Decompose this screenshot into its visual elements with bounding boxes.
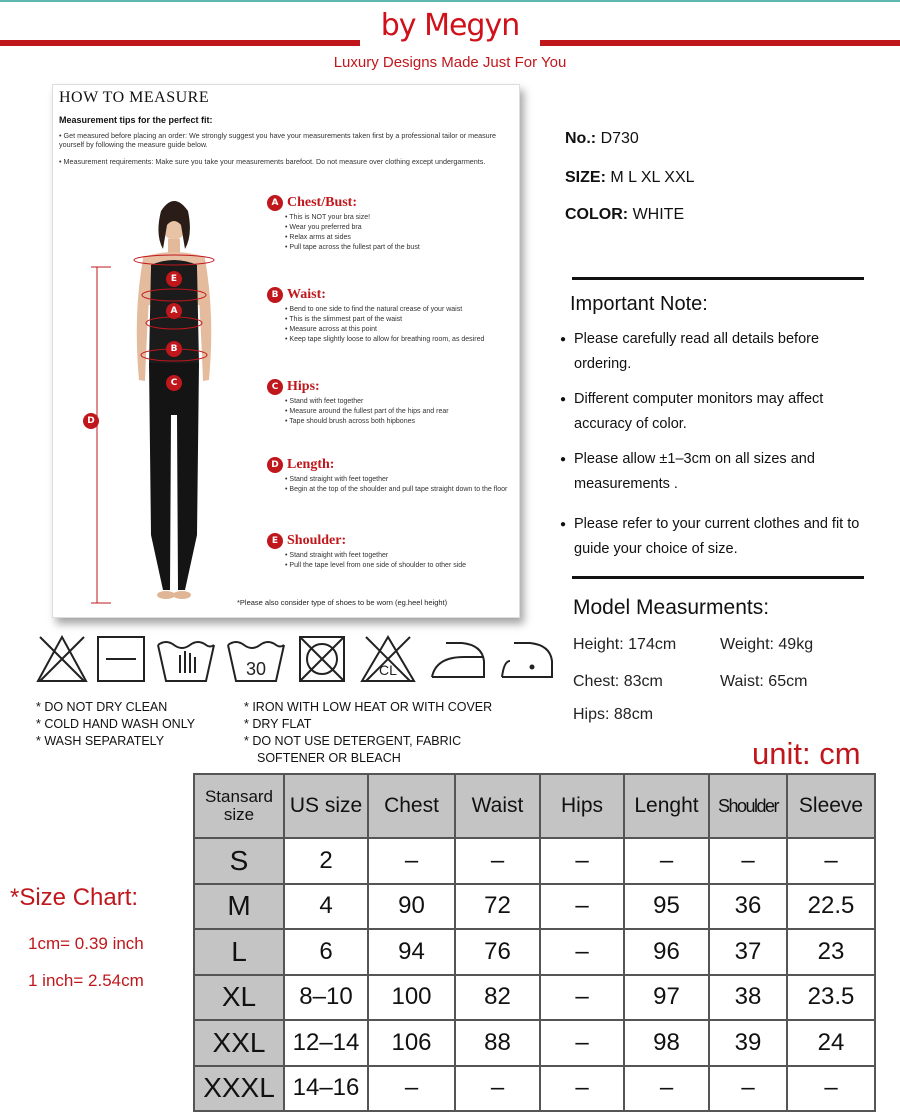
size-chart-title: *Size Chart: — [10, 884, 139, 911]
size-cell: S — [194, 838, 284, 884]
size-cell: XXXL — [194, 1066, 284, 1112]
product-color-value: WHITE — [632, 206, 685, 223]
product-number-value: D730 — [600, 130, 639, 147]
table-cell: – — [540, 929, 624, 975]
note-text: Please refer to your current clothes and fit to guide your choice of size. — [574, 516, 860, 557]
table-row — [194, 884, 875, 930]
bullet-icon: ● — [560, 519, 567, 530]
column-header: Shoulder — [709, 774, 787, 838]
column-header: Sleeve — [787, 774, 875, 838]
table-cell: 72 — [455, 884, 540, 930]
column-header: Lenght — [624, 774, 709, 838]
section-letter: E — [267, 533, 283, 549]
section-title: Hips: — [287, 379, 320, 394]
care-icons-row — [34, 630, 556, 686]
section-letter: B — [267, 287, 283, 303]
table-cell: 106 — [368, 1020, 455, 1066]
note-item — [560, 327, 870, 377]
table-cell: – — [709, 1066, 787, 1112]
figure-mark-length: D — [83, 413, 99, 429]
care-text-line: * WASH SEPARATELY — [36, 734, 165, 748]
model-hips: Hips: 88cm — [573, 706, 654, 723]
model-weight: Weight: 49kg — [720, 636, 814, 653]
how-to-measure-card — [52, 84, 520, 618]
bullet-icon: ● — [560, 334, 567, 345]
header-red-bar-right — [540, 40, 900, 46]
section-item: • This is the slimmest part of the waist — [285, 315, 512, 325]
table-cell: – — [624, 838, 709, 884]
section-hips — [267, 379, 512, 427]
model-waist: Waist: 65cm — [720, 673, 808, 690]
table-cell: – — [540, 975, 624, 1021]
no-tumble-dry-icon — [294, 631, 350, 685]
care-text-line: * IRON WITH LOW HEAT OR WITH COVER — [244, 700, 493, 714]
section-title: Shoulder: — [287, 533, 347, 548]
table-cell: 6 — [284, 929, 368, 975]
table-cell: 12–14 — [284, 1020, 368, 1066]
table-cell: 36 — [709, 884, 787, 930]
model-measurements-title: Model Measurments: — [573, 596, 770, 619]
care-text-line: * DO NOT DRY CLEAN — [36, 700, 168, 714]
table-cell: 23 — [787, 929, 875, 975]
table-cell: 4 — [284, 884, 368, 930]
table-cell: – — [368, 1066, 455, 1112]
table-cell: 96 — [624, 929, 709, 975]
hand-wash-icon — [154, 631, 218, 685]
table-cell: 37 — [709, 929, 787, 975]
note-item — [560, 387, 870, 437]
size-cell: L — [194, 929, 284, 975]
note-item — [560, 512, 870, 562]
note-text: Different computer monitors may affect accuracy of color. — [574, 391, 824, 432]
table-cell: 82 — [455, 975, 540, 1021]
dry-flat-icon — [94, 631, 148, 685]
care-text-line: SOFTENER OR BLEACH — [257, 751, 401, 765]
table-header-row — [194, 774, 875, 838]
product-color-label: COLOR: — [565, 206, 629, 223]
table-row — [194, 1020, 875, 1066]
note-item — [560, 447, 870, 497]
section-item: • Measure around the fullest part of the hips and rear — [285, 407, 512, 417]
table-cell: – — [540, 884, 624, 930]
column-header: Waist — [455, 774, 540, 838]
section-item: • Begin at the top of the shoulder and pull tape straight down to the floor — [285, 485, 512, 495]
section-item: • Pull tape across the fullest part of the bust — [285, 243, 512, 253]
card-subtitle: Measurement tips for the perfect fit: — [59, 115, 213, 125]
column-header: US size — [284, 774, 368, 838]
column-header: Stansard size — [194, 774, 284, 838]
iron-low-icon — [426, 631, 490, 685]
table-row — [194, 838, 875, 884]
section-item: • Relax arms at sides — [285, 233, 512, 243]
column-header: Hips — [540, 774, 624, 838]
table-cell: 2 — [284, 838, 368, 884]
table-cell: – — [709, 838, 787, 884]
table-row — [194, 929, 875, 975]
table-cell: – — [787, 1066, 875, 1112]
table-cell: 8–10 — [284, 975, 368, 1021]
brand-tagline: Luxury Designs Made Just For You — [333, 54, 567, 71]
table-cell: – — [455, 838, 540, 884]
model-height: Height: 174cm — [573, 636, 677, 653]
care-text-line: * DO NOT USE DETERGENT, FABRIC — [244, 734, 462, 748]
product-sizes-value: M L XL XXL — [610, 169, 695, 186]
size-cell: XL — [194, 975, 284, 1021]
table-cell: – — [540, 1020, 624, 1066]
section-item: • Tape should brush across both hipbones — [285, 417, 512, 427]
top-divider — [0, 0, 900, 2]
table-cell: – — [540, 1066, 624, 1112]
bullet-icon: ● — [560, 394, 567, 405]
note-bottom-rule — [572, 576, 864, 579]
table-cell: 88 — [455, 1020, 540, 1066]
section-item: • Stand straight with feet together — [285, 551, 512, 561]
table-cell: – — [787, 838, 875, 884]
unit-label: unit: cm — [752, 736, 861, 771]
table-cell: – — [540, 838, 624, 884]
section-title: Waist: — [287, 287, 326, 302]
wash-temp-label: 30 — [245, 659, 267, 679]
section-item: • Stand straight with feet together — [285, 475, 512, 485]
figure-mark-waist: B — [166, 341, 182, 357]
table-cell: – — [624, 1066, 709, 1112]
section-shoulder — [267, 533, 512, 571]
care-text-line: * COLD HAND WASH ONLY — [36, 717, 196, 731]
column-header: Chest — [368, 774, 455, 838]
product-number — [565, 130, 639, 148]
section-length — [267, 457, 512, 495]
table-cell: – — [455, 1066, 540, 1112]
conversion-cm-inch: 1cm= 0.39 inch — [28, 934, 144, 953]
section-title: Chest/Bust: — [287, 195, 358, 210]
note-top-rule — [572, 277, 864, 280]
table-cell: 23.5 — [787, 975, 875, 1021]
table-cell: 100 — [368, 975, 455, 1021]
size-cell: XXL — [194, 1020, 284, 1066]
table-cell: 76 — [455, 929, 540, 975]
table-cell: 97 — [624, 975, 709, 1021]
section-item: • Stand with feet together — [285, 397, 512, 407]
wash-30-icon — [224, 631, 288, 685]
section-item: • Measure across at this point — [285, 325, 512, 335]
table-cell: 39 — [709, 1020, 787, 1066]
section-chest — [267, 195, 512, 253]
table-cell: 22.5 — [787, 884, 875, 930]
card-footnote: *Please also consider type of shoes to be worn (eg.heel height) — [237, 598, 448, 607]
card-title: HOW TO MEASURE — [59, 89, 210, 106]
section-letter: A — [267, 195, 283, 211]
size-chart-table — [193, 773, 876, 1112]
conversion-inch-cm: 1 inch= 2.54cm — [28, 971, 144, 990]
table-cell: 24 — [787, 1020, 875, 1066]
table-row — [194, 1066, 875, 1112]
section-item: • Wear you preferred bra — [285, 223, 512, 233]
table-cell: 95 — [624, 884, 709, 930]
section-item: • This is NOT your bra size! — [285, 213, 512, 223]
table-cell: 14–16 — [284, 1066, 368, 1112]
figure-mark-shoulder: E — [166, 271, 182, 287]
no-dry-clean-icon — [34, 631, 90, 685]
section-letter: D — [267, 457, 283, 473]
section-item: • Keep tape slightly loose to allow for breathing room, as desired — [285, 335, 512, 345]
header-red-bar-left — [0, 40, 360, 46]
iron-low-dot-icon — [496, 631, 556, 685]
section-waist — [267, 287, 512, 345]
section-item: • Bend to one side to find the natural crease of your waist — [285, 305, 512, 315]
section-letter: C — [267, 379, 283, 395]
care-instructions-right — [244, 699, 492, 767]
important-note-title: Important Note: — [570, 293, 708, 315]
bleach-label: CL — [379, 662, 397, 678]
figure-mark-chest: A — [166, 303, 182, 319]
model-chest: Chest: 83cm — [573, 673, 663, 690]
tip-requirements: • Measurement requirements: Make sure you take your measurements barefoot. Do not measure over clothing except undergarments. — [59, 157, 486, 166]
care-instructions-left — [36, 699, 195, 750]
table-cell: – — [368, 838, 455, 884]
table-row — [194, 975, 875, 1021]
tip-get-measured: • Get measured before placing an order: We strongly suggest you have your measurements taken first by a professional tailor or measure yourself by following the measure guide below. — [59, 131, 497, 149]
table-cell: 94 — [368, 929, 455, 975]
product-sizes-label: SIZE: — [565, 169, 606, 186]
product-color — [565, 206, 684, 224]
table-cell: 38 — [709, 975, 787, 1021]
product-sizes — [565, 169, 695, 187]
section-item: • Pull the tape level from one side of shoulder to other side — [285, 561, 512, 571]
note-text: Please carefully read all details before ordering. — [574, 331, 820, 372]
note-text: Please allow ±1–3cm on all sizes and measurements . — [574, 451, 815, 492]
figure-mark-hips: C — [166, 375, 182, 391]
product-number-label: No.: — [565, 130, 597, 147]
table-cell: 90 — [368, 884, 455, 930]
no-bleach-icon — [358, 631, 418, 685]
section-title: Length: — [287, 457, 335, 472]
size-cell: M — [194, 884, 284, 930]
brand-logo: by Megyn — [380, 8, 520, 43]
table-cell: 98 — [624, 1020, 709, 1066]
model-figure-illustration — [81, 195, 271, 607]
bullet-icon: ● — [560, 454, 567, 465]
care-text-line: * DRY FLAT — [244, 717, 312, 731]
